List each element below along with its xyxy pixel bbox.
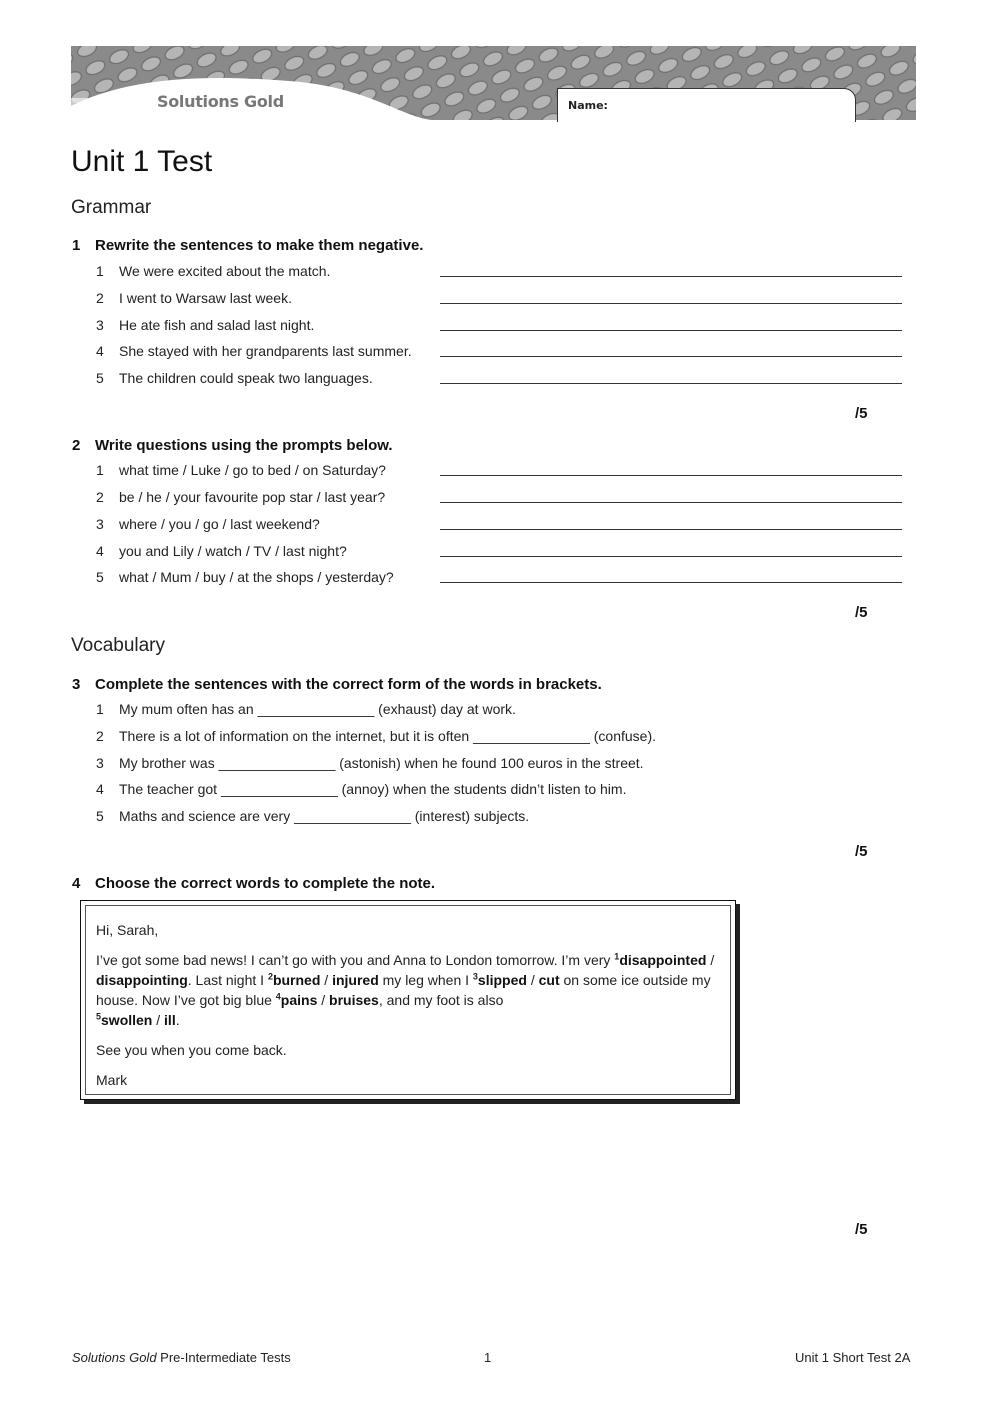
q1-score: /5 (855, 405, 868, 422)
item-number: 2 (96, 489, 104, 505)
q3-item[interactable] (96, 808, 529, 824)
q1-answer-line[interactable] (440, 330, 902, 331)
option-separator: / (706, 952, 715, 968)
question-number: 4 (72, 875, 81, 892)
footer-test-name: Unit 1 Short Test 2A (795, 1350, 911, 1365)
item-number: 2 (96, 728, 104, 744)
q1-item (96, 370, 373, 386)
item-text: There is a lot of information on the internet, but it is often _______________ (confuse). (119, 728, 657, 744)
item-number: 4 (96, 343, 104, 359)
q2-answer-line[interactable] (440, 475, 902, 476)
q3-score: /5 (855, 843, 868, 860)
question-instruction: Write questions using the prompts below. (95, 437, 393, 454)
q3-item[interactable] (96, 728, 656, 744)
item-text: I went to Warsaw last week. (119, 290, 292, 306)
q3-item[interactable] (96, 701, 516, 717)
option-separator: / (320, 972, 333, 988)
item-text: He ate fish and salad last night. (119, 317, 315, 333)
section-grammar: Grammar (71, 197, 152, 218)
option-injured[interactable]: injured (332, 972, 379, 988)
option-slipped[interactable]: slipped (477, 972, 527, 988)
q2-item (96, 462, 386, 478)
question-2-heading (72, 437, 393, 454)
q2-answer-line[interactable] (440, 502, 902, 503)
item-text: you and Lily / watch / TV / last night? (119, 543, 347, 559)
item-text: what / Mum / buy / at the shops / yesterday? (119, 569, 394, 585)
q3-item[interactable] (96, 755, 644, 771)
note-text: on some ice outside my house. Now I’ve got big blue (96, 972, 711, 1008)
q4-score: /5 (855, 1221, 868, 1238)
q1-answer-line[interactable] (440, 276, 902, 277)
q1-item (96, 290, 292, 306)
q2-answer-line[interactable] (440, 556, 902, 557)
option-separator: / (526, 972, 539, 988)
item-number: 5 (96, 808, 104, 824)
question-instruction: Choose the correct words to complete the note. (95, 875, 436, 892)
note-text: I’ve got some bad news! I can’t go with you and Anna to London tomorrow. I’m very (96, 952, 615, 968)
brand-logo-text: Solutions Gold (157, 92, 284, 111)
q1-item (96, 343, 412, 359)
option-pains[interactable]: pains (280, 992, 318, 1008)
footer-page-number: 1 (484, 1350, 492, 1365)
item-number: 1 (96, 263, 104, 279)
option-ill[interactable]: ill (164, 1012, 176, 1028)
item-text: be / he / your favourite pop star / last year? (119, 489, 386, 505)
gap-number: 2 (267, 971, 273, 982)
item-number: 4 (96, 543, 104, 559)
item-number: 1 (96, 462, 104, 478)
note-closing: See you when you come back. (96, 1042, 287, 1058)
name-field-box[interactable] (557, 88, 856, 122)
q1-answer-line[interactable] (440, 383, 902, 384)
item-text: Maths and science are very _______________ (interest) subjects. (119, 808, 530, 824)
item-text: We were excited about the match. (119, 263, 331, 279)
note-text: . Last night I (187, 972, 268, 988)
note-text: , and my foot is also (378, 992, 504, 1008)
note-greeting: Hi, Sarah, (96, 922, 159, 938)
item-number: 2 (96, 290, 104, 306)
q2-item (96, 569, 394, 585)
item-text: where / you / go / last weekend? (119, 516, 320, 532)
gap-number: 5 (96, 1011, 102, 1022)
note-box (80, 900, 736, 1100)
q2-answer-line[interactable] (440, 582, 902, 583)
footer-book-italic: Solutions Gold (72, 1350, 157, 1365)
item-number: 4 (96, 781, 104, 797)
q2-item (96, 489, 385, 505)
footer-book-rest: Pre-Intermediate Tests (156, 1350, 291, 1365)
item-text: She stayed with her grandparents last summer. (119, 343, 412, 359)
option-cut[interactable]: cut (538, 972, 560, 988)
option-bruises[interactable]: bruises (329, 992, 379, 1008)
question-4-heading (72, 875, 435, 892)
question-3-heading (72, 676, 602, 693)
q2-item (96, 516, 320, 532)
page-title: Unit 1 Test (71, 145, 213, 178)
item-text: The children could speak two languages. (119, 370, 373, 386)
option-disappointing[interactable]: disappointing (96, 972, 188, 988)
option-swollen[interactable]: swollen (101, 1012, 153, 1028)
question-instruction: Rewrite the sentences to make them negative. (95, 237, 424, 254)
item-number: 1 (96, 701, 104, 717)
item-number: 3 (96, 317, 104, 333)
question-number: 3 (72, 676, 81, 693)
question-number: 1 (72, 237, 81, 254)
name-label: Name: (568, 99, 608, 112)
q2-answer-line[interactable] (440, 529, 902, 530)
option-separator: / (152, 1012, 165, 1028)
question-number: 2 (72, 437, 81, 454)
option-disappointed[interactable]: disappointed (619, 952, 707, 968)
item-number: 5 (96, 370, 104, 386)
section-vocabulary: Vocabulary (71, 635, 166, 656)
q1-answer-line[interactable] (440, 303, 902, 304)
item-number: 5 (96, 569, 104, 585)
note-text: . (175, 1012, 180, 1028)
footer-book-title (72, 1350, 291, 1365)
note-text: my leg when I (378, 972, 473, 988)
q1-answer-line[interactable] (440, 356, 902, 357)
question-instruction: Complete the sentences with the correct form of the words in brackets. (95, 676, 602, 693)
q1-item (96, 263, 330, 279)
q3-item[interactable] (96, 781, 626, 797)
item-text: The teacher got _______________ (annoy) when the students didn’t listen to him. (119, 781, 627, 797)
item-text: My brother was _______________ (astonish) when he found 100 euros in the street. (119, 755, 644, 771)
q2-item (96, 543, 347, 559)
q2-score: /5 (855, 604, 868, 621)
item-text: what time / Luke / go to bed / on Saturday? (119, 462, 386, 478)
item-number: 3 (96, 516, 104, 532)
item-number: 3 (96, 755, 104, 771)
note-content (85, 905, 731, 1095)
question-1-heading (72, 237, 423, 254)
item-text: My mum often has an _______________ (exhaust) day at work. (119, 701, 516, 717)
gap-number: 3 (472, 971, 478, 982)
option-separator: / (317, 992, 330, 1008)
note-paragraph (96, 950, 718, 1030)
gap-number: 1 (614, 951, 620, 962)
q1-item (96, 317, 314, 333)
note-signature: Mark (96, 1072, 128, 1088)
gap-number: 4 (275, 991, 281, 1002)
option-burned[interactable]: burned (272, 972, 321, 988)
